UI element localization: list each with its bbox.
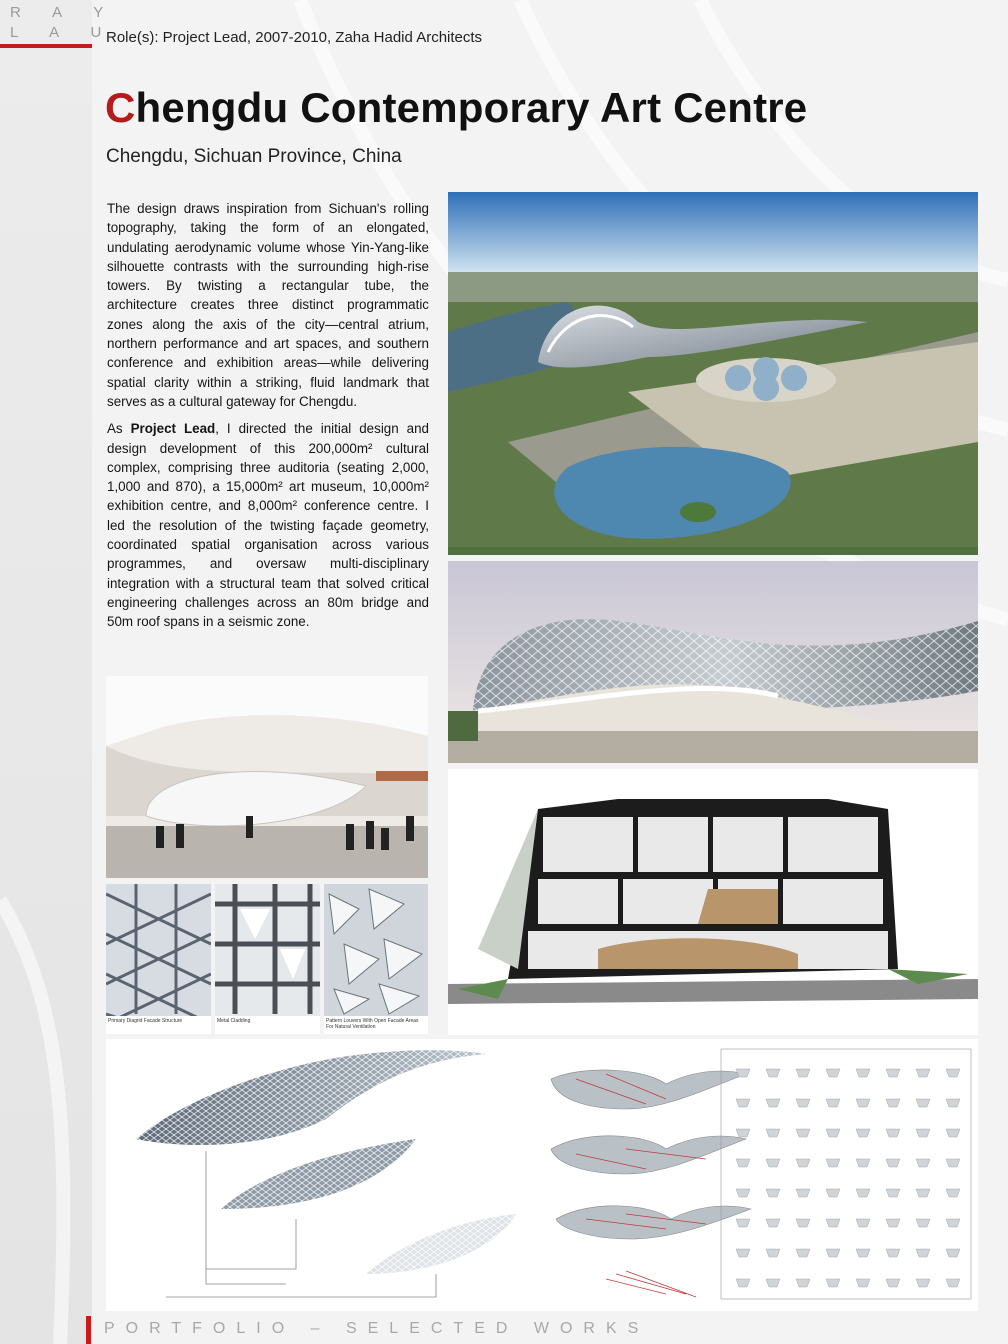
caption-louvers: Pattern Louvers With Open Facade Areas For Natural Ventilation bbox=[326, 1018, 419, 1030]
facade-cladding-image bbox=[215, 884, 320, 1034]
interior-atrium-image bbox=[106, 676, 428, 878]
footer-accent-bar bbox=[86, 1316, 91, 1344]
title-rest: hengdu Contemporary Art Centre bbox=[135, 84, 808, 131]
caption-diagrid: Primary Diagrid Facade Structure bbox=[108, 1018, 183, 1024]
street-render-image bbox=[448, 561, 978, 763]
paragraph-design: The design draws inspiration from Sichuan's rolling topography, taking the form of an elongated, undulating aerodynamic volume whose Yin-Yang-like silhouette contrasts with the surrounding high-rise towers. By twisting a rectangular tube, the architecture creates three distinct programmatic zones along the axis of the city—central atrium, northern performance and art spaces, and southern conference and exhibition areas—while delivering spatial clarity within a striking, fluid landmark that serves as a cultural gateway for Chengdu. bbox=[107, 201, 429, 409]
role-line: Role(s): Project Lead, 2007-2010, Zaha Hadid Architects bbox=[106, 29, 483, 46]
project-description bbox=[107, 199, 429, 640]
paragraph-role bbox=[107, 419, 429, 631]
logo-rule bbox=[0, 44, 92, 48]
logo-line-1: R A Y bbox=[10, 4, 118, 21]
aerial-render-image bbox=[448, 192, 978, 555]
paragraph-role-lead: As bbox=[107, 421, 131, 437]
paragraph-role-rest: , I directed the initial design and design development of this 200,000m² cultural complex, comprising three auditoria (seating 2,000, 1,000 and 870), a 15,000m² art museum, 10,000m² exhibition centre, and 8,000m² conference centre. I led the resolution of the twisting façade geometry, coordinated spatial organisation across various programmes, and oversaw multi-disciplinary integration with a structural team that solved critical engineering challenges across an 80m bridge and 50m roof spans in a seismic zone. bbox=[107, 421, 429, 630]
building-section-image bbox=[448, 769, 978, 1035]
page-title bbox=[105, 84, 807, 132]
caption-cladding: Metal Cladding bbox=[217, 1018, 251, 1024]
logo-line-2: L A U bbox=[10, 24, 116, 41]
facade-louvers-image bbox=[324, 884, 428, 1034]
facade-diagrams-image bbox=[106, 1039, 978, 1311]
facade-diagrid-image bbox=[106, 884, 211, 1034]
title-initial: C bbox=[105, 84, 136, 131]
paragraph-role-bold: Project Lead bbox=[130, 421, 216, 437]
footer-label: PORTFOLIO – SELECTED WORKS bbox=[104, 1320, 650, 1337]
location-subtitle: Chengdu, Sichuan Province, China bbox=[106, 146, 402, 167]
